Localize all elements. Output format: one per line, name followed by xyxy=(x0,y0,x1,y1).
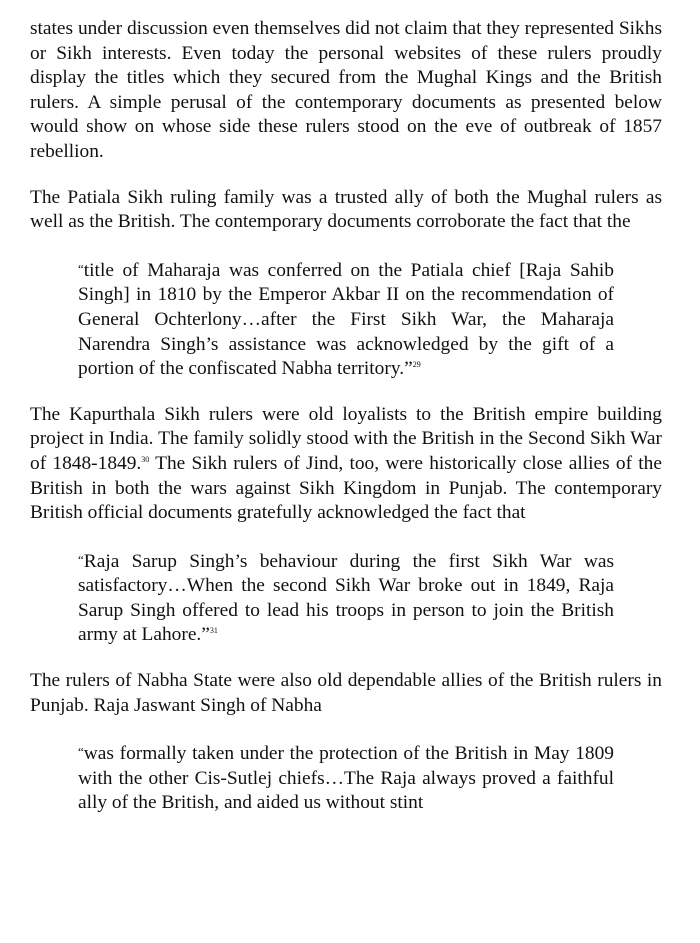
quote-text: was formally taken under the protection of the British in May 1809 with the other Cis-Sutlej chiefs…The Raja always proved a faithful ally of the British, and aided us without stint xyxy=(78,743,614,814)
paragraph-states-discussion xyxy=(30,17,662,165)
block-quote-patiala xyxy=(78,257,614,382)
quote-text: title of Maharaja was conferred on the Patiala chief [Raja Sahib Singh] in 1810 by the Emperor Akbar II on the recommendation of General Ochterlony…after the First Sikh War, the Maharaja Narendra Singh’s assistance was acknowledged by the gift of a portion of the confiscated Nabha territory.” xyxy=(78,259,614,380)
quote-open-mark: “ xyxy=(78,744,84,760)
paragraph-patiala xyxy=(30,186,662,235)
paragraph-text: The Patiala Sikh ruling family was a trusted ally of both the Mughal rulers as well as the British. The contemporary documents corroborate the fact that the xyxy=(30,186,662,233)
paragraph-text: The Sikh rulers of Jind, too, were historically close allies of the British in both the wars against Sikh Kingdom in Punjab. The contemporary British official documents gratefully acknowledged the fact that xyxy=(30,452,662,524)
quote-open-mark: “ xyxy=(78,260,84,276)
block-quote-nabha xyxy=(78,740,614,816)
paragraph-text: The rulers of Nabha State were also old dependable allies of the British rulers in Punjab. Raja Jaswant Singh of Nabha xyxy=(30,670,662,716)
quote-open-mark: “ xyxy=(78,551,84,567)
block-quote-jind xyxy=(78,548,614,648)
footnote-marker: 31 xyxy=(209,626,218,636)
paragraph-nabha xyxy=(30,669,662,718)
paragraph-text: states under discussion even themselves did not claim that they represented Sikhs or Sikh interests. Even today the personal websites of these rulers proudly display the titles which they secured from the Mughal Kings and the British rulers. A simple perusal of the contemporary documents as presented below would show on whose side these rulers stood on the eve of outbreak of 1857 rebellion. xyxy=(30,18,662,162)
quote-text: Raja Sarup Singh’s behaviour during the first Sikh War was satisfactory…When the second Sikh War broke out in 1849, Raja Sarup Singh offered to lead his troops in person to join the British army at Lahore.” xyxy=(78,550,614,646)
paragraph-kapurthala-jind xyxy=(30,403,662,526)
document-page xyxy=(30,17,662,816)
paragraph-text: The Kapurthala Sikh rulers were old loyalists to the British empire building project in India. The family solidly stood with the British in the Second Sikh War of 1848-1849. xyxy=(30,403,662,474)
footnote-marker: 30 xyxy=(141,454,150,464)
footnote-marker: 29 xyxy=(412,360,421,370)
